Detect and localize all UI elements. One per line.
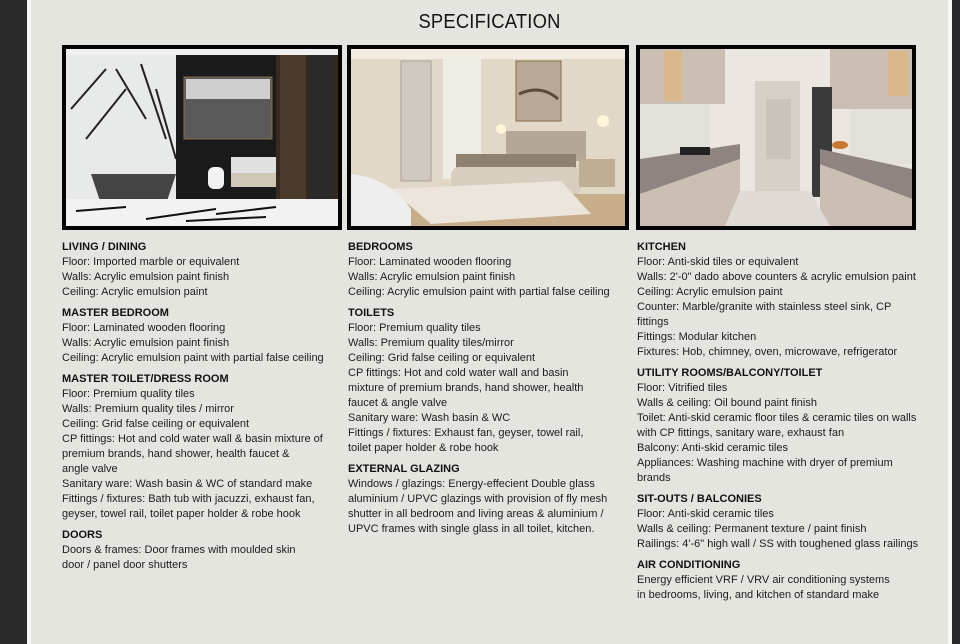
spec-line: door / panel door shutters [62,559,188,571]
section-heading: UTILITY ROOMS/BALCONY/TOILET [637,367,823,379]
spec-line: Energy efficient VRF / VRV air conditioning systems [637,574,890,586]
spec-line: Sanitary ware: Wash basin & WC [348,412,511,424]
spec-column-2 [348,240,633,543]
section-heading: DOORS [62,529,103,541]
spec-line: toilet paper holder & robe hook [348,442,499,454]
section-bedrooms [348,240,633,300]
spec-line: Walls & ceiling: Oil bound paint finish [637,397,817,409]
spec-line: Floor: Laminated wooden flooring [348,256,512,268]
spec-line: Appliances: Washing machine with dryer of premium [637,457,893,469]
spec-line: faucet & angle valve [348,397,448,409]
spec-line: Railings: 4'-6" high wall / SS with toughened glass railings [637,538,919,550]
section-air-conditioning [637,558,937,603]
spec-line: Toilet: Anti-skid ceramic floor tiles & ceramic tiles on walls [637,412,917,424]
section-heading: LIVING / DINING [62,241,147,253]
spec-line: Doors & frames: Door frames with moulded skin [62,544,296,556]
spec-line: geyser, towel rail, toilet paper holder & robe hook [62,508,301,520]
spec-line: Floor: Laminated wooden flooring [62,322,226,334]
spec-line: Walls: Acrylic emulsion paint finish [348,271,516,283]
spec-line: Walls: Acrylic emulsion paint finish [62,337,230,349]
bedroom-image-icon [351,49,625,226]
page-title: SPECIFICATION [418,11,561,33]
bedroom-photo [347,45,629,230]
bathroom-photo [62,45,342,230]
section-heading: BEDROOMS [348,241,413,253]
spec-line: Floor: Vitrified tiles [637,382,728,394]
spec-line: Balcony: Anti-skid ceramic tiles [637,442,788,454]
spec-line: Fittings / fixtures: Exhaust fan, geyser, towel rail, [348,427,584,439]
spec-line: UPVC frames with single glass in all toilet, kitchen. [348,523,595,535]
spec-line: aluminium / UPVC glazings with provision of fly mesh [348,493,608,505]
spec-line: Ceiling: Grid false ceiling or equivalent [62,418,250,430]
spec-line: Walls: Premium quality tiles / mirror [62,403,234,415]
spec-line: Counter: Marble/granite with stainless steel sink, CP [637,301,892,313]
section-kitchen [637,240,937,360]
spec-line: Walls & ceiling: Permanent texture / paint finish [637,523,867,535]
spec-line: Floor: Premium quality tiles [62,388,195,400]
spec-line: mixture of premium brands, hand shower, health [348,382,584,394]
section-living-dining [62,240,342,300]
section-doors [62,528,342,573]
spec-line: Fittings / fixtures: Bath tub with jacuzzi, exhaust fan, [62,493,315,505]
spec-line: brands [637,472,671,484]
spec-line: fittings [637,316,669,328]
spec-line: Sanitary ware: Wash basin & WC of standard make [62,478,313,490]
section-master-toilet [62,372,342,522]
spec-line: Floor: Anti-skid tiles or equivalent [637,256,799,268]
spec-line: CP fittings: Hot and cold water wall & basin mixture of [62,433,323,445]
spec-line: angle valve [62,463,118,475]
spec-line: Ceiling: Grid false ceiling or equivalent [348,352,536,364]
section-heading: EXTERNAL GLAZING [348,463,460,475]
page-edge-right [948,0,952,644]
section-heading: SIT-OUTS / BALCONIES [637,493,762,505]
spec-line: Ceiling: Acrylic emulsion paint with partial false ceiling [62,352,324,364]
spec-line: Fixtures: Hob, chimney, oven, microwave, refrigerator [637,346,898,358]
kitchen-photo [636,45,916,230]
section-external-glazing [348,462,633,537]
section-heading: MASTER TOILET/DRESS ROOM [62,373,229,385]
spec-line: in bedrooms, living, and kitchen of standard make [637,589,880,601]
spec-line: Walls: Premium quality tiles/mirror [348,337,514,349]
spec-line: Windows / glazings: Energy-effecient Double glass [348,478,595,490]
section-heading: MASTER BEDROOM [62,307,169,319]
spec-column-3 [637,240,937,609]
kitchen-image-icon [640,49,912,226]
spec-line: Ceiling: Acrylic emulsion paint [637,286,783,298]
spec-line: Floor: Premium quality tiles [348,322,481,334]
section-utility [637,366,937,486]
spec-line: shutter in all bedroom and living areas & aluminium / [348,508,604,520]
document-page [31,0,948,644]
section-toilets [348,306,633,456]
spec-line: Ceiling: Acrylic emulsion paint with partial false ceiling [348,286,610,298]
section-heading: KITCHEN [637,241,686,253]
spec-line: with CP fittings, sanitary ware, exhaust fan [637,427,845,439]
section-heading: AIR CONDITIONING [637,559,741,571]
section-heading: TOILETS [348,307,395,319]
spec-column-1 [62,240,342,579]
section-master-bedroom [62,306,342,366]
bathroom-image-icon [66,49,338,226]
section-sit-outs [637,492,937,552]
spec-line: Fittings: Modular kitchen [637,331,757,343]
spec-line: Walls: 2'-0" dado above counters & acrylic emulsion paint [637,271,916,283]
spec-line: premium brands, hand shower, health faucet & [62,448,290,460]
spec-line: Ceiling: Acrylic emulsion paint [62,286,208,298]
spec-line: CP fittings: Hot and cold water wall and basin [348,367,569,379]
spec-line: Floor: Imported marble or equivalent [62,256,240,268]
spec-line: Floor: Anti-skid ceramic tiles [637,508,774,520]
spec-line: Walls: Acrylic emulsion paint finish [62,271,230,283]
